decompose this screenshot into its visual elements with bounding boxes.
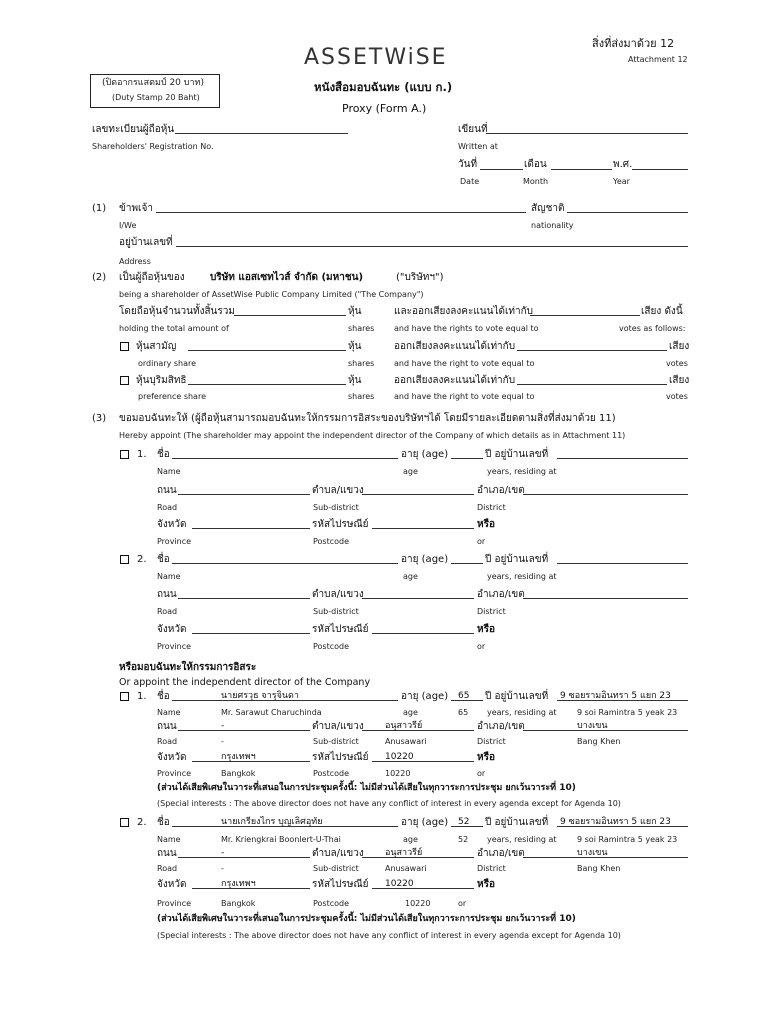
ordinary-vote-field[interactable] [517,350,667,351]
ordinary-share-checkbox[interactable] [120,342,129,351]
director-1-or-label: หรือ [477,752,495,763]
director-2-road-line [178,857,310,858]
appoint-label-en: Hereby appoint (The shareholder may appoint the independent director of the Company of which details as in Attachment 11) [119,431,626,440]
director-2-address-label: ปี อยู่บ้านเลขที่ [485,817,549,828]
director-1-postcode-label: รหัสไปรษณีย์ [312,752,369,763]
director-2-subdistrict-en: Anusawari [385,864,427,873]
director-2-district-label: อำเภอ/เขต [477,848,525,859]
director-2-name-en: Mr. Kriengkrai Boonlert-U-Thai [221,835,341,844]
director-2-province-label: จังหวัด [157,879,187,890]
iwe-field[interactable] [156,212,526,213]
director-2-interest-en: (Special interests : The above director does not have any conflict of interest in every agenda except for Agenda 10) [157,931,621,940]
written-at-label-en: Written at [458,142,498,151]
director-2-province-th: กรุงเทพฯ [221,879,256,889]
proxy-1-road-label-en: Road [157,503,178,512]
shareholder-of-label-en: being a shareholder of AssetWise Public Company Limited ("The Company") [119,290,424,299]
director-1-district-en: Bang Khen [577,737,621,746]
iwe-label: ข้าพเจ้า [119,203,153,214]
director-1-interest-en: (Special interests : The above director does not have any conflict of interest in every agenda except for Agenda 10) [157,799,621,808]
proxy-1-or-label-en: or [477,537,486,546]
director-1-road-label-en: Road [157,737,178,746]
nationality-label-en: nationality [531,221,574,230]
proxy-1-subdistrict-field[interactable] [362,494,474,495]
proxy-2-age-field[interactable] [451,563,483,564]
director-2-subdistrict-th: อนุสาวรีย์ [385,848,423,858]
preference-vote-unit: เสียง [669,375,690,386]
duty-stamp-en: (Duty Stamp 20 Baht) [112,93,200,102]
preference-vote-unit-en: votes [666,392,688,401]
proxy-1-age-label: อายุ (age) [401,449,449,460]
director-1-road-th: - [221,721,225,731]
director-1-number: 1. [137,691,147,702]
ordinary-share-unit-en: shares [348,359,375,368]
ordinary-share-label-en: ordinary share [138,359,197,368]
preference-share-checkbox[interactable] [120,376,129,385]
director-2-district-en: Bang Khen [577,864,621,873]
proxy-1-road-field[interactable] [178,494,310,495]
proxy-2-postcode-label-en: Postcode [313,642,350,651]
registration-no-label-en: Shareholders' Registration No. [92,142,214,151]
year-field[interactable] [632,169,688,170]
director-1-age-label: อายุ (age) [401,691,449,702]
director-1-age: 65 [458,691,470,701]
proxy-1-name-label: ชื่อ [157,449,170,460]
proxy-2-province-label: จังหวัด [157,624,187,635]
preference-vote-label-en: and have the right to vote equal to [394,392,535,401]
preference-vote-label: ออกเสียงลงคะแนนได้เท่ากับ [394,375,516,386]
director-2-road-label-en: Road [157,864,178,873]
proxy-1-district-field[interactable] [523,494,688,495]
director-2-subdistrict-label: ตำบล/แขวง [312,848,364,859]
proxy-1-address-label-en: years, residing at [487,467,557,476]
director-1-or-label-en: or [477,769,486,778]
proxy-2-name-field[interactable] [172,563,398,564]
proxy-1-province-label-en: Province [157,537,192,546]
company-suffix-th: ("บริษัทฯ") [396,272,444,283]
director-1-age-en: 65 [458,708,469,717]
ordinary-vote-unit-en: votes [666,359,688,368]
proxy-1-province-field[interactable] [192,528,310,529]
total-shares-unit-en: shares [348,324,375,333]
year-label-en: Year [613,177,630,186]
independent-director-heading: หรือมอบฉันทะให้กรรมการอิสระ [119,662,257,673]
proxy-1-district-label: อำเภอ/เขต [477,485,525,496]
date-label-en: Date [460,177,480,186]
date-field[interactable] [480,169,523,170]
duty-stamp-th: (ปิดอากรแสตมป์ 20 บาท) [102,78,204,88]
director-1-district-label-en: District [477,737,506,746]
total-votes-field[interactable] [530,315,640,316]
proxy-1-age-field[interactable] [451,458,483,459]
director-2-address-th: 9 ซอยรามอินทรา 5 แยก 23 [560,817,671,827]
preference-share-unit-en: shares [348,392,375,401]
proxy-2-name-label-en: Name [157,572,181,581]
preference-share-field[interactable] [188,384,346,385]
director-2-postcode: 10220 [385,879,414,889]
proxy-1-road-label: ถนน [157,485,177,496]
proxy-1-postcode-label-en: Postcode [313,537,350,546]
proxy-2-number: 2. [137,554,147,565]
total-shares-field[interactable] [234,315,346,316]
total-shares-unit: หุ้น [348,306,362,317]
director-2-age-en: 52 [458,835,469,844]
nationality-label: สัญชาติ [531,203,565,214]
director-2-age-label: อายุ (age) [401,817,449,828]
director-2-number: 2. [137,817,147,828]
registration-no-field[interactable] [175,133,348,134]
proxy-1-subdistrict-label-en: Sub-district [313,503,359,512]
director-1-address-en: 9 soi Ramintra 5 yeak 23 [577,708,678,717]
proxy-2-road-field[interactable] [178,598,310,599]
director-2-interest-th: (ส่วนได้เสียพิเศษในวาระที่เสนอในการประชุมครั้งนี้: ไม่มีส่วนได้เสียในทุกวาระการประชุม ยกเว้นวาระที่ 10) [157,914,576,924]
proxy-2-checkbox[interactable] [120,555,129,564]
proxy-1-name-label-en: Name [157,467,181,476]
proxy-1-district-label-en: District [477,503,506,512]
proxy-2-address-field[interactable] [557,563,688,564]
director-2-district-label-en: District [477,864,506,873]
total-shares-label-en: holding the total amount of [119,324,229,333]
appoint-label: ขอมอบฉันทะให้ (ผู้ถือหุ้นสามารถมอบฉันทะให้กรรมการอิสระของบริษัทฯได้ โดยมีรายละเอียดตามสิ่งที่ส่งมาด้วย 11) [119,413,616,424]
director-1-name-en: Mr. Sarawut Charuchinda [221,708,322,717]
director-1-province-label-en: Province [157,769,192,778]
proxy-2-district-label-en: District [477,607,506,616]
director-1-postcode: 10220 [385,752,414,762]
director-2-road-en: - [221,864,224,873]
month-field[interactable] [551,169,612,170]
director-2-name-th: นายเกรียงไกร บุญเลิศอุทัย [221,817,323,827]
director-2-road-label: ถนน [157,848,177,859]
month-label: เดือน [524,159,547,170]
proxy-2-postcode-label: รหัสไปรษณีย์ [312,624,369,635]
director-1-address-label-en: years, residing at [487,708,557,717]
director-2-age: 52 [458,817,470,827]
proxy-1-postcode-field[interactable] [372,528,474,529]
section-3-number: (3) [92,413,107,424]
director-1-subdistrict-label: ตำบล/แขวง [312,721,364,732]
director-2-district-th: บางเขน [577,848,608,858]
address-label: อยู่บ้านเลขที่ [119,237,173,248]
year-label: พ.ศ. [613,159,633,170]
proxy-2-district-label: อำเภอ/เขต [477,589,525,600]
ordinary-share-unit: หุ้น [348,341,362,352]
proxy-2-or-label-en: or [477,642,486,651]
director-2-or-label: หรือ [477,879,495,890]
proxy-2-district-field[interactable] [523,598,688,599]
proxy-2-province-label-en: Province [157,642,192,651]
director-1-address-label: ปี อยู่บ้านเลขที่ [485,691,549,702]
director-1-province-label: จังหวัด [157,752,187,763]
ordinary-share-field[interactable] [188,350,346,351]
director-2-address-label-en: years, residing at [487,835,557,844]
proxy-2-province-field[interactable] [192,633,310,634]
director-1-name-label: ชื่อ [157,691,170,702]
section-2-number: (2) [92,272,107,283]
director-1-district-th: บางเขน [577,721,608,731]
director-2-or-label-en: or [458,899,467,908]
preference-share-label: หุ้นบุริมสิทธิ [136,375,187,386]
proxy-2-address-label-en: years, residing at [487,572,557,581]
written-at-field[interactable] [486,133,688,134]
proxy-1-number: 1. [137,449,147,460]
total-votes-unit-en: votes as follows: [619,324,686,333]
director-1-road-line [178,730,310,731]
director-1-address-th: 9 ซอยรามอินทรา 5 แยก 23 [560,691,671,701]
proxy-1-province-label: จังหวัด [157,519,187,530]
preference-share-label-en: preference share [138,392,206,401]
written-at-label: เขียนที่ [458,124,488,135]
director-1-subdistrict-label-en: Sub-district [313,737,359,746]
page-title-en: Proxy (Form A.) [342,102,427,115]
address-label-en: Address [119,257,151,266]
director-1-age-label-en: age [403,708,418,717]
director-2-checkbox[interactable] [120,818,129,827]
company-name-th: บริษัท แอสเซทไวส์ จำกัด (มหาชน) [210,272,364,283]
director-1-checkbox[interactable] [120,692,129,701]
proxy-1-age-label-en: age [403,467,418,476]
director-1-road-en: - [221,737,224,746]
proxy-2-address-label: ปี อยู่บ้านเลขที่ [485,554,549,565]
director-1-subdistrict-th: อนุสาวรีย์ [385,721,423,731]
proxy-2-age-label: อายุ (age) [401,554,449,565]
registration-no-label: เลขทะเบียนผู้ถือหุ้น [92,124,175,135]
independent-director-heading-en: Or appoint the independent director of the Company [119,677,371,688]
company-logo: ASSETWiSE [304,45,448,70]
proxy-1-address-field[interactable] [557,458,688,459]
month-label-en: Month [523,177,549,186]
ordinary-share-label: หุ้นสามัญ [136,341,177,352]
director-1-name-th: นายศรวุธ จารุจินดา [221,691,299,701]
director-2-name-label: ชื่อ [157,817,170,828]
director-1-subdistrict-en: Anusawari [385,737,427,746]
nationality-field[interactable] [567,212,688,213]
ordinary-vote-unit: เสียง [669,341,690,352]
preference-share-unit: หุ้น [348,375,362,386]
address-field[interactable] [176,246,688,247]
director-2-postcode-label: รหัสไปรษณีย์ [312,879,369,890]
director-2-postcode-en: 10220 [405,899,431,908]
director-2-age-label-en: age [403,835,418,844]
proxy-2-subdistrict-label-en: Sub-district [313,607,359,616]
section-1-number: (1) [92,203,107,214]
date-label: วันที่ [458,159,478,170]
director-2-province-en: Bangkok [221,899,256,908]
director-1-postcode-en: 10220 [385,769,411,778]
shareholder-of-label: เป็นผู้ถือหุ้นของ [119,272,185,283]
director-1-interest-th: (ส่วนได้เสียพิเศษในวาระที่เสนอในการประชุมครั้งนี้: ไม่มีส่วนได้เสียในทุกวาระการประชุม ยกเว้นวาระที่ 10) [157,783,576,793]
director-1-postcode-label-en: Postcode [313,769,350,778]
preference-vote-field[interactable] [517,384,667,385]
proxy-1-checkbox[interactable] [120,450,129,459]
total-votes-unit: เสียง ดังนี้ [641,306,683,317]
proxy-2-or-label: หรือ [477,624,495,635]
proxy-2-road-label: ถนน [157,589,177,600]
director-1-district-label: อำเภอ/เขต [477,721,525,732]
director-2-province-label-en: Province [157,899,192,908]
ordinary-vote-label: ออกเสียงลงคะแนนได้เท่ากับ [394,341,516,352]
proxy-1-subdistrict-label: ตำบล/แขวง [312,485,364,496]
proxy-1-name-field[interactable] [172,458,398,459]
director-2-address-en: 9 soi Ramintra 5 yeak 23 [577,835,678,844]
proxy-2-subdistrict-field[interactable] [362,598,474,599]
proxy-2-subdistrict-label: ตำบล/แขวง [312,589,364,600]
director-1-province-th: กรุงเทพฯ [221,752,256,762]
attachment-label-en: Attachment 12 [628,55,688,64]
proxy-2-postcode-field[interactable] [372,633,474,634]
director-1-name-label-en: Name [157,708,181,717]
total-votes-label-en: and have the rights to vote equal to [394,324,539,333]
proxy-1-postcode-label: รหัสไปรษณีย์ [312,519,369,530]
total-shares-label: โดยถือหุ้นจำนวนทั้งสิ้นรวม [119,306,235,317]
attachment-label-th: สิ่งที่ส่งมาด้วย 12 [592,37,675,50]
director-2-road-th: - [221,848,225,858]
iwe-label-en: I/We [119,221,137,230]
page-title-th: หนังสือมอบฉันทะ (แบบ ก.) [314,80,453,94]
proxy-2-road-label-en: Road [157,607,178,616]
proxy-2-name-label: ชื่อ [157,554,170,565]
proxy-1-address-label: ปี อยู่บ้านเลขที่ [485,449,549,460]
proxy-2-age-label-en: age [403,572,418,581]
total-votes-label: และออกเสียงลงคะแนนได้เท่ากับ [394,306,534,317]
director-1-province-en: Bangkok [221,769,256,778]
director-1-road-label: ถนน [157,721,177,732]
director-2-subdistrict-label-en: Sub-district [313,864,359,873]
director-2-name-label-en: Name [157,835,181,844]
ordinary-vote-label-en: and have the right to vote equal to [394,359,535,368]
proxy-1-or-label: หรือ [477,519,495,530]
director-2-postcode-label-en: Postcode [313,899,350,908]
